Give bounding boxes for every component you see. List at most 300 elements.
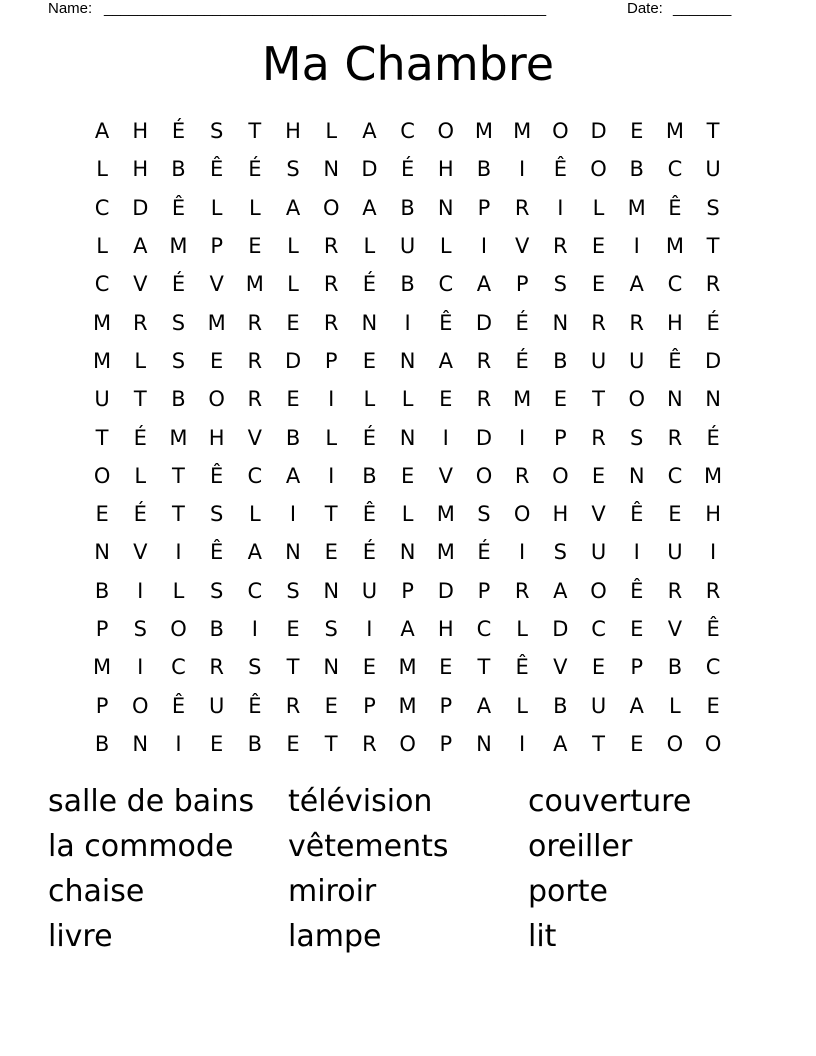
grid-letter[interactable]: Ê — [439, 310, 453, 335]
grid-letter[interactable]: U — [667, 540, 683, 565]
grid-letter[interactable]: R — [591, 425, 606, 450]
grid-letter[interactable]: B — [400, 195, 415, 220]
grid-letter[interactable]: M — [93, 348, 112, 373]
grid-letter[interactable]: M — [474, 119, 494, 144]
grid-letter[interactable]: I — [404, 310, 411, 335]
grid-row — [83, 418, 733, 456]
grid-letter[interactable]: A — [476, 272, 492, 297]
grid-letter[interactable]: I — [519, 157, 526, 182]
grid-letter[interactable]: L — [248, 502, 261, 527]
grid-letter[interactable]: É — [400, 157, 415, 182]
grid-letter[interactable]: A — [629, 693, 644, 718]
grid-letter[interactable]: E — [286, 617, 300, 641]
grid-letter[interactable]: B — [400, 272, 415, 297]
grid-letter[interactable]: N — [399, 348, 416, 373]
grid-letter[interactable]: T — [248, 119, 262, 144]
grid-letter[interactable]: B — [629, 157, 644, 182]
grid-letter[interactable]: V — [438, 463, 453, 488]
grid-letter[interactable]: A — [476, 693, 492, 718]
grid-letter[interactable]: C — [438, 272, 454, 297]
grid-letter[interactable]: R — [209, 655, 224, 680]
grid-letter[interactable]: N — [94, 540, 110, 565]
grid-letter[interactable]: S — [248, 655, 262, 680]
grid-letter[interactable]: C — [247, 463, 263, 488]
grid-letter[interactable]: A — [553, 731, 568, 756]
grid-letter[interactable]: I — [328, 387, 335, 412]
grid-letter[interactable]: M — [436, 502, 455, 527]
grid-letter[interactable]: R — [285, 693, 301, 718]
grid-letter[interactable]: E — [362, 348, 377, 373]
grid-letter[interactable]: R — [591, 310, 606, 335]
grid-letter[interactable]: Ê — [706, 617, 720, 641]
grid-letter[interactable]: S — [171, 348, 186, 373]
grid-letter[interactable]: N — [323, 578, 340, 603]
grid-letter[interactable]: H — [208, 425, 225, 450]
grid-letter[interactable]: E — [210, 731, 224, 756]
grid-letter[interactable]: U — [590, 540, 607, 565]
grid-letter[interactable]: U — [399, 234, 416, 259]
grid-letter[interactable]: B — [171, 387, 186, 412]
grid-letter[interactable]: C — [94, 195, 110, 220]
grid-letter[interactable]: B — [553, 693, 568, 718]
grid-letter[interactable]: S — [553, 272, 568, 297]
grid-letter[interactable]: L — [287, 234, 299, 259]
grid-letter[interactable]: B — [247, 731, 263, 756]
word-list-item: oreiller — [528, 829, 633, 864]
grid-letter[interactable]: C — [667, 157, 683, 182]
grid-letter[interactable]: R — [323, 234, 339, 259]
grid-letter[interactable]: R — [514, 195, 530, 220]
grid-letter[interactable]: P — [477, 195, 491, 220]
grid-letter[interactable]: E — [630, 731, 644, 756]
grid-letter[interactable]: A — [362, 195, 377, 220]
grid-letter[interactable]: L — [363, 387, 376, 412]
grid-letter[interactable]: Ê — [210, 463, 224, 488]
grid-letter[interactable]: É — [248, 157, 262, 182]
grid-letter[interactable]: R — [553, 234, 568, 259]
grid-letter[interactable]: S — [209, 502, 224, 527]
grid-letter[interactable]: S — [706, 195, 720, 220]
grid-letter[interactable]: I — [442, 425, 449, 450]
grid-letter[interactable]: A — [285, 463, 301, 488]
grid-letter[interactable]: M — [169, 425, 188, 450]
grid-letter[interactable]: N — [437, 195, 454, 220]
grid-letter[interactable]: O — [513, 502, 531, 527]
grid-letter[interactable]: M — [93, 310, 112, 335]
grid-letter[interactable]: P — [401, 578, 414, 603]
grid-letter[interactable]: O — [399, 731, 416, 756]
grid-letter[interactable]: H — [552, 502, 569, 527]
grid-letter[interactable]: E — [630, 617, 644, 641]
word-list-item: couverture — [528, 784, 692, 819]
grid-letter[interactable]: E — [95, 502, 109, 527]
grid-letter[interactable]: E — [630, 119, 644, 144]
grid-letter[interactable]: P — [630, 655, 644, 680]
grid-letter[interactable]: V — [514, 234, 530, 259]
grid-letter[interactable]: O — [552, 463, 569, 488]
grid-letter[interactable]: R — [667, 425, 683, 450]
grid-letter[interactable]: S — [133, 617, 147, 641]
grid-letter[interactable]: O — [628, 387, 645, 412]
grid-letter[interactable]: C — [667, 272, 683, 297]
grid-letter[interactable]: N — [323, 655, 340, 680]
grid-letter[interactable]: M — [665, 119, 684, 144]
grid-letter[interactable]: S — [286, 578, 300, 603]
grid-letter[interactable]: L — [401, 502, 414, 527]
grid-letter[interactable]: P — [95, 617, 109, 641]
grid-letter[interactable]: Ê — [553, 157, 567, 182]
grid-letter[interactable]: R — [629, 310, 645, 335]
grid-letter[interactable]: Ê — [210, 540, 224, 565]
grid-letter[interactable]: M — [627, 195, 646, 220]
grid-letter[interactable]: R — [514, 578, 530, 603]
grid-letter[interactable]: D — [361, 157, 378, 182]
grid-letter[interactable]: O — [93, 463, 111, 488]
grid-letter[interactable]: É — [515, 348, 529, 373]
grid-letter[interactable]: B — [362, 463, 377, 488]
grid-letter[interactable]: T — [592, 731, 605, 756]
grid-letter[interactable]: V — [667, 617, 683, 641]
grid-letter[interactable]: O — [552, 119, 569, 144]
grid-letter[interactable]: V — [133, 540, 148, 565]
grid-letter[interactable]: D — [475, 310, 493, 335]
grid-letter[interactable]: T — [172, 502, 185, 527]
date-field-line[interactable]: _______ — [673, 0, 732, 17]
grid-letter[interactable]: N — [628, 463, 645, 488]
grid-letter[interactable]: B — [476, 157, 492, 182]
grid-letter[interactable]: U — [94, 387, 110, 412]
grid-letter[interactable]: R — [247, 348, 263, 373]
grid-letter[interactable]: U — [590, 693, 607, 718]
grid-letter[interactable]: A — [438, 348, 453, 373]
grid-letter[interactable]: L — [325, 119, 338, 144]
grid-letter[interactable]: Ê — [171, 693, 186, 718]
grid-letter[interactable]: V — [133, 272, 148, 297]
grid-letter[interactable]: R — [132, 310, 148, 335]
grid-letter[interactable]: A — [400, 617, 415, 641]
grid-letter[interactable]: I — [251, 617, 258, 641]
grid-letter[interactable]: L — [172, 578, 185, 603]
grid-letter[interactable]: S — [209, 119, 224, 144]
grid-letter[interactable]: T — [592, 387, 605, 412]
grid-letter[interactable]: A — [553, 578, 568, 603]
grid-letter[interactable]: P — [439, 693, 453, 718]
grid-letter[interactable]: L — [210, 195, 223, 220]
grid-letter[interactable]: I — [137, 578, 144, 603]
grid-letter[interactable]: N — [285, 540, 301, 565]
grid-letter[interactable]: E — [668, 502, 682, 527]
grid-letter[interactable]: R — [705, 272, 721, 297]
grid-letter[interactable]: I — [480, 234, 488, 259]
grid-letter[interactable]: E — [591, 655, 606, 680]
word-list-item: vêtements — [288, 829, 449, 864]
grid-letter[interactable]: S — [286, 157, 300, 182]
grid-letter[interactable]: P — [515, 272, 529, 297]
grid-letter[interactable]: N — [705, 387, 721, 412]
grid-letter[interactable]: M — [513, 119, 532, 144]
grid-letter[interactable]: L — [439, 234, 452, 259]
grid-letter[interactable]: V — [209, 272, 224, 297]
grid-letter[interactable]: O — [666, 731, 684, 756]
grid-letter[interactable]: S — [553, 540, 568, 565]
grid-letter[interactable]: B — [553, 348, 568, 373]
grid-letter[interactable]: C — [247, 578, 263, 603]
grid-letter[interactable]: R — [323, 310, 339, 335]
grid-letter[interactable]: Ê — [630, 578, 644, 603]
grid-letter[interactable]: P — [95, 693, 109, 718]
grid-letter[interactable]: I — [519, 425, 526, 450]
grid-letter[interactable]: Ê — [515, 655, 529, 680]
grid-letter[interactable]: M — [665, 234, 684, 259]
grid-letter[interactable]: P — [324, 348, 338, 373]
grid-letter[interactable]: V — [247, 425, 263, 450]
grid-letter[interactable]: P — [477, 578, 491, 603]
grid-letter[interactable]: T — [286, 655, 300, 680]
grid-letter[interactable]: U — [705, 157, 721, 182]
grid-letter[interactable]: E — [324, 540, 338, 565]
grid-letter[interactable]: I — [557, 195, 564, 220]
grid-letter[interactable]: C — [94, 272, 110, 297]
grid-letter[interactable]: D — [132, 195, 149, 220]
grid-letter[interactable]: T — [706, 119, 720, 144]
grid-letter[interactable]: M — [245, 272, 264, 297]
grid-letter[interactable]: C — [171, 655, 186, 680]
grid-letter[interactable]: U — [361, 578, 378, 603]
grid-letter[interactable]: R — [476, 348, 492, 373]
grid-letter[interactable]: B — [209, 617, 224, 641]
grid-letter[interactable]: M — [169, 234, 188, 259]
grid-letter[interactable]: N — [399, 540, 416, 565]
grid-letter[interactable]: L — [592, 195, 605, 220]
word-list-item: lampe — [288, 919, 382, 954]
grid-letter[interactable]: N — [667, 387, 683, 412]
grid-letter[interactable]: U — [590, 348, 607, 373]
grid-row — [83, 533, 733, 571]
grid-letter[interactable]: Ê — [248, 693, 262, 718]
grid-letter[interactable]: H — [705, 502, 721, 527]
grid-letter[interactable]: E — [591, 463, 606, 488]
grid-letter[interactable]: R — [667, 578, 683, 603]
grid-letter[interactable]: L — [363, 234, 376, 259]
grid-letter[interactable]: L — [287, 272, 299, 297]
grid-letter[interactable]: S — [324, 617, 338, 641]
grid-letter[interactable]: C — [705, 655, 721, 680]
grid-letter[interactable]: Ê — [171, 195, 186, 220]
grid-letter[interactable]: B — [667, 655, 683, 680]
grid-letter[interactable]: U — [629, 348, 645, 373]
grid-letter[interactable]: U — [208, 693, 225, 718]
grid-letter[interactable]: V — [553, 655, 568, 680]
grid-letter[interactable]: O — [475, 463, 493, 488]
grid-letter[interactable]: A — [362, 119, 377, 144]
grid-letter[interactable]: I — [519, 731, 526, 756]
grid-letter[interactable]: Ê — [668, 195, 682, 220]
grid-letter[interactable]: É — [133, 502, 147, 527]
grid-letter[interactable]: B — [285, 425, 301, 450]
grid-letter[interactable]: O — [590, 157, 607, 182]
grid-letter[interactable]: É — [362, 272, 377, 297]
grid-letter[interactable]: S — [477, 502, 491, 527]
grid-letter[interactable]: H — [667, 310, 683, 335]
grid-letter[interactable]: N — [361, 310, 378, 335]
grid-letter[interactable]: M — [398, 693, 417, 718]
word-list — [48, 780, 768, 960]
grid-letter[interactable]: H — [132, 119, 149, 144]
grid-letter[interactable]: H — [132, 157, 149, 182]
grid-letter[interactable]: L — [325, 425, 338, 450]
grid-letter[interactable]: T — [324, 731, 338, 756]
grid-letter[interactable]: E — [286, 731, 300, 756]
grid-letter[interactable]: C — [400, 119, 415, 144]
grid-letter[interactable]: P — [554, 425, 567, 450]
grid-letter[interactable]: E — [324, 693, 338, 718]
grid-letter[interactable]: O — [170, 617, 187, 641]
grid-letter[interactable]: D — [590, 119, 607, 144]
grid-letter[interactable]: R — [362, 731, 377, 756]
grid-letter[interactable]: T — [324, 502, 338, 527]
grid-letter[interactable]: L — [134, 463, 147, 488]
grid-letter[interactable]: I — [175, 731, 182, 756]
grid-letter[interactable]: R — [247, 387, 263, 412]
grid-letter[interactable]: N — [399, 425, 416, 450]
grid-letter[interactable]: L — [516, 693, 528, 718]
grid-letter[interactable]: M — [513, 387, 532, 412]
grid-letter[interactable]: A — [285, 195, 301, 220]
grid-letter[interactable]: É — [171, 119, 186, 144]
grid-letter[interactable]: D — [437, 578, 454, 603]
grid-letter[interactable]: L — [401, 387, 414, 412]
grid-letter[interactable]: É — [706, 310, 720, 335]
grid-letter[interactable]: I — [137, 655, 144, 680]
grid-letter[interactable]: P — [363, 693, 376, 718]
grid-letter[interactable]: R — [247, 310, 263, 335]
grid-letter[interactable]: B — [94, 731, 110, 756]
grid-letter[interactable]: O — [437, 119, 455, 144]
grid-letter[interactable]: H — [437, 617, 454, 641]
grid-letter[interactable]: A — [133, 234, 148, 259]
grid-letter[interactable]: S — [209, 578, 224, 603]
grid-letter[interactable]: I — [709, 540, 717, 565]
grid-letter[interactable]: H — [285, 119, 301, 144]
grid-letter[interactable]: T — [477, 655, 491, 680]
grid-letter[interactable]: E — [706, 693, 720, 718]
grid-letter[interactable]: N — [552, 310, 569, 335]
grid-letter[interactable]: N — [323, 157, 340, 182]
grid-letter[interactable]: L — [248, 195, 261, 220]
grid-letter[interactable]: L — [96, 234, 108, 259]
grid-letter[interactable]: T — [133, 387, 147, 412]
grid-letter[interactable]: N — [476, 731, 492, 756]
grid-letter[interactable]: L — [96, 157, 108, 182]
grid-letter[interactable]: B — [94, 578, 110, 603]
grid-letter[interactable]: I — [519, 540, 526, 565]
grid-letter[interactable]: E — [439, 387, 453, 412]
grid-letter[interactable]: I — [366, 617, 373, 641]
grid-letter[interactable]: É — [362, 540, 377, 565]
grid-letter[interactable]: E — [591, 272, 606, 297]
grid-letter[interactable]: E — [286, 310, 300, 335]
grid-letter[interactable]: M — [436, 540, 455, 565]
grid-letter[interactable]: I — [633, 540, 640, 565]
name-field-line[interactable]: _____________________________________________________ — [104, 0, 547, 17]
grid-letter[interactable]: E — [553, 387, 567, 412]
grid-letter[interactable]: M — [93, 655, 112, 680]
grid-letter[interactable]: I — [328, 463, 335, 488]
grid-letter[interactable]: É — [362, 425, 377, 450]
grid-letter[interactable]: S — [630, 425, 644, 450]
grid-letter[interactable]: P — [210, 234, 223, 259]
grid-letter[interactable]: D — [475, 425, 493, 450]
grid-letter[interactable]: E — [286, 387, 300, 412]
grid-letter[interactable]: C — [667, 463, 683, 488]
grid-letter[interactable]: A — [247, 540, 263, 565]
grid-letter[interactable]: O — [590, 578, 607, 603]
grid-letter[interactable]: V — [591, 502, 606, 527]
grid-letter[interactable]: E — [210, 348, 224, 373]
grid-letter[interactable]: É — [706, 425, 720, 450]
grid-row — [83, 342, 733, 380]
grid-letter[interactable]: R — [323, 272, 339, 297]
grid-letter[interactable]: E — [248, 234, 262, 259]
grid-letter[interactable]: T — [95, 425, 109, 450]
grid-letter[interactable]: L — [669, 693, 681, 718]
grid-letter[interactable]: R — [705, 578, 721, 603]
grid-letter[interactable]: C — [591, 617, 606, 641]
grid-letter[interactable]: B — [171, 157, 186, 182]
grid-letter[interactable]: É — [515, 310, 529, 335]
grid-letter[interactable]: M — [398, 655, 417, 680]
grid-letter[interactable]: R — [476, 387, 492, 412]
grid-letter[interactable]: R — [514, 463, 530, 488]
grid-letter[interactable]: Ê — [210, 157, 224, 182]
grid-letter[interactable]: E — [400, 463, 415, 488]
grid-letter[interactable]: É — [133, 425, 147, 450]
grid-letter[interactable]: Ê — [630, 502, 644, 527]
grid-letter[interactable]: T — [706, 234, 720, 259]
grid-letter[interactable]: H — [437, 157, 454, 182]
grid-letter[interactable]: O — [208, 387, 225, 412]
grid-letter[interactable]: Ê — [668, 348, 682, 373]
grid-letter[interactable]: E — [591, 234, 606, 259]
grid-letter[interactable]: I — [633, 234, 640, 259]
grid-letter[interactable]: I — [175, 540, 182, 565]
grid-letter[interactable]: O — [322, 195, 340, 220]
grid-row — [83, 227, 733, 265]
grid-letter[interactable]: E — [439, 655, 453, 680]
grid-letter[interactable]: T — [172, 463, 185, 488]
grid-letter[interactable]: S — [171, 310, 186, 335]
grid-letter[interactable]: D — [552, 617, 569, 641]
grid-letter[interactable]: D — [705, 348, 722, 373]
grid-letter[interactable]: N — [132, 731, 149, 756]
grid-letter[interactable]: E — [362, 655, 377, 680]
grid-letter[interactable]: I — [289, 502, 297, 527]
grid-letter[interactable]: É — [171, 272, 186, 297]
grid-letter[interactable]: O — [132, 693, 149, 718]
grid-letter[interactable]: Ê — [362, 502, 377, 527]
grid-letter[interactable]: M — [207, 310, 226, 335]
grid-letter[interactable]: É — [477, 540, 491, 565]
grid-letter[interactable]: D — [284, 348, 302, 373]
grid-letter[interactable]: P — [439, 731, 453, 756]
grid-letter[interactable]: L — [516, 617, 528, 641]
grid-letter[interactable]: M — [704, 463, 723, 488]
grid-letter[interactable]: A — [629, 272, 644, 297]
grid-letter[interactable]: A — [94, 119, 110, 144]
grid-letter[interactable]: L — [134, 348, 147, 373]
grid-letter[interactable]: O — [704, 731, 722, 756]
grid-letter[interactable]: C — [476, 617, 492, 641]
